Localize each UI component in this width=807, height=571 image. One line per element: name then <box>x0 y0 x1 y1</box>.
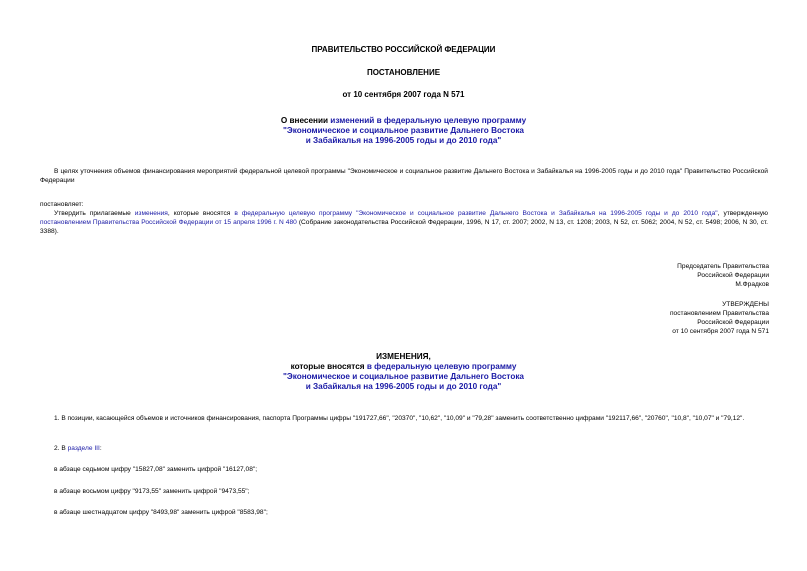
item-4-paragraph: в абзаце восьмом цифру "9173,55" заменить цифрой "9473,55"; <box>54 488 250 495</box>
changes-title-line1: ИЗМЕНЕНИЯ, <box>376 352 431 361</box>
authority-heading: ПРАВИТЕЛЬСТВО РОССИЙСКОЙ ФЕДЕРАЦИИ <box>311 45 496 54</box>
approve-paragraph <box>40 209 768 236</box>
approved-line4: от 10 сентября 2007 года N 571 <box>672 328 769 335</box>
doc-date-number: от 10 сентября 2007 года N 571 <box>342 90 465 99</box>
doc-title <box>0 116 807 146</box>
approve-text-2: , которые вносятся <box>167 210 235 217</box>
section-3-link[interactable]: разделе III <box>67 445 100 452</box>
item-5-paragraph: в абзаце шестнадцатом цифру "8493,98" заменить цифрой "8583,98"; <box>54 509 268 516</box>
signature-block <box>677 262 769 289</box>
signature-name: М.Фрадков <box>735 281 769 288</box>
changes-link[interactable]: изменения <box>134 210 168 217</box>
changes-program-link[interactable]: в федеральную целевую программу <box>366 362 517 371</box>
changes-title-line4[interactable]: и Забайкалья на 1996-2005 годы и до 2010 года" <box>305 382 502 391</box>
program-link[interactable]: в федеральную целевую программу "Экономическое и социальное развитие Дальнего Востока и Забайкалья на 1996-2005 годы и до 2010 года" <box>234 210 718 217</box>
doc-title-line2[interactable]: "Экономическое и социальное развитие Дальнего Востока <box>283 126 524 135</box>
item-2-suffix: : <box>99 445 102 452</box>
approve-text-1: Утвердить прилагаемые <box>54 210 135 217</box>
approved-line1: УТВЕРЖДЕНЫ <box>722 301 769 308</box>
item-2-paragraph <box>54 444 102 453</box>
item-3-paragraph: в абзаце седьмом цифру "15827,08" заменить цифрой "16127,08"; <box>54 466 258 473</box>
title-link[interactable]: изменений в федеральную целевую программу <box>330 116 527 125</box>
title-prefix: О внесении <box>280 116 331 125</box>
doc-type-heading: ПОСТАНОВЛЕНИЕ <box>366 68 441 77</box>
resolution-480-link[interactable]: постановлением Правительства Российской Федерации от 15 апреля 1996 г. N 480 <box>40 219 297 226</box>
preamble-paragraph: В целях уточнения объемов финансирования мероприятий федеральной целевой программы "Экономическое и социальное развитие Дальнего Востока и Забайкалья на 1996-2005 годы и до 2010 года" Правительство Российской Федерации <box>40 168 768 184</box>
approve-text-3: , утвержденную <box>717 210 768 217</box>
item-1-paragraph: 1. В позиции, касающейся объемов и источников финансирования, паспорта Программы цифры "191727,66", "20370", "10,62", "10,09" и "79,28" заменить соответственно цифрами "192117,66", "20760", "10,8", "10,07" и "79,12". <box>54 415 745 422</box>
doc-title-line1 <box>0 116 807 126</box>
decree-word: постановляет: <box>40 201 84 208</box>
changes-title-prefix: которые вносятся <box>290 362 367 371</box>
approved-line3: Российской Федерации <box>697 319 769 326</box>
approved-line2: постановлением Правительства <box>669 310 769 317</box>
doc-title-line3[interactable]: и Забайкалья на 1996-2005 годы и до 2010 года" <box>305 136 502 145</box>
changes-title <box>0 352 807 392</box>
signature-line2: Российской Федерации <box>697 272 769 279</box>
item-2-prefix: 2. В <box>54 445 68 452</box>
changes-title-line2 <box>0 362 807 372</box>
changes-title-line3[interactable]: "Экономическое и социальное развитие Дальнего Востока <box>283 372 524 381</box>
approve-text-4: (Собрание законодательства Российской Федерации, 1996, N 17, ст. 2007; 2002, N 13, ст. 1208; 2003, N 52, ст. 5062; 2004, N 52, ст. 5498; 2006, N 30, ст. 3388). <box>40 219 768 235</box>
signature-line1: Председатель Правительства <box>677 263 769 270</box>
approved-block <box>670 300 769 336</box>
